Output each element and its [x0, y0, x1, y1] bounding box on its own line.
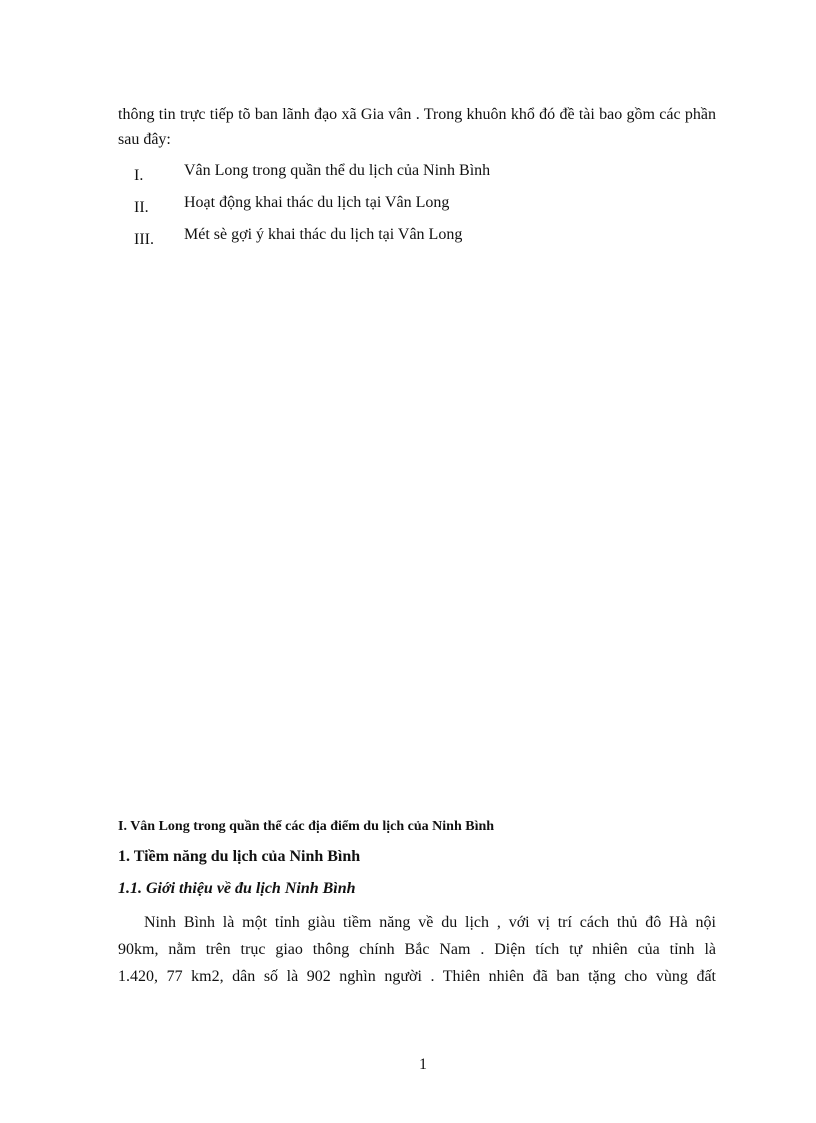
- body-line: 90km, nằm trên trục giao thông chính Bắc Nam . Diện tích tự nhiên của tỉnh là: [118, 941, 716, 958]
- list-item-number: I.: [134, 167, 144, 184]
- list-item-number: II.: [134, 199, 149, 216]
- list-item-text: Mét sè gợi ý khai thác du lịch tại Vân Long: [184, 226, 463, 243]
- list-item-text: Vân Long trong quần thể du lịch của Ninh Bình: [184, 162, 491, 179]
- section-heading: I. Vân Long trong quần thể các địa điểm du lịch của Ninh Bình: [118, 819, 495, 834]
- sub-subsection-heading: 1.1. Giới thiệu về đu lịch Ninh Bình: [118, 880, 356, 897]
- body-line: 1.420, 77 km2, dân số là 902 nghìn người . Thiên nhiên đã ban tặng cho vùng đất: [118, 968, 716, 985]
- body-line: Ninh Bình là một tỉnh giàu tiềm năng về du lịch , với vị trí cách thủ đô Hà nội: [144, 914, 716, 931]
- page-number: 1: [419, 1056, 427, 1073]
- body-paragraph: [118, 909, 716, 990]
- list-item-text: Hoạt động khai thác du lịch tại Vân Long: [184, 194, 450, 211]
- subsection-heading: 1. Tiềm năng du lịch của Ninh Bình: [118, 848, 361, 865]
- list-item-number: III.: [134, 231, 154, 248]
- intro-paragraph: thông tin trực tiếp tõ ban lãnh đạo xã Gia vân . Trong khuôn khổ đó đề tài bao gồm các phần sau đây:: [118, 106, 716, 148]
